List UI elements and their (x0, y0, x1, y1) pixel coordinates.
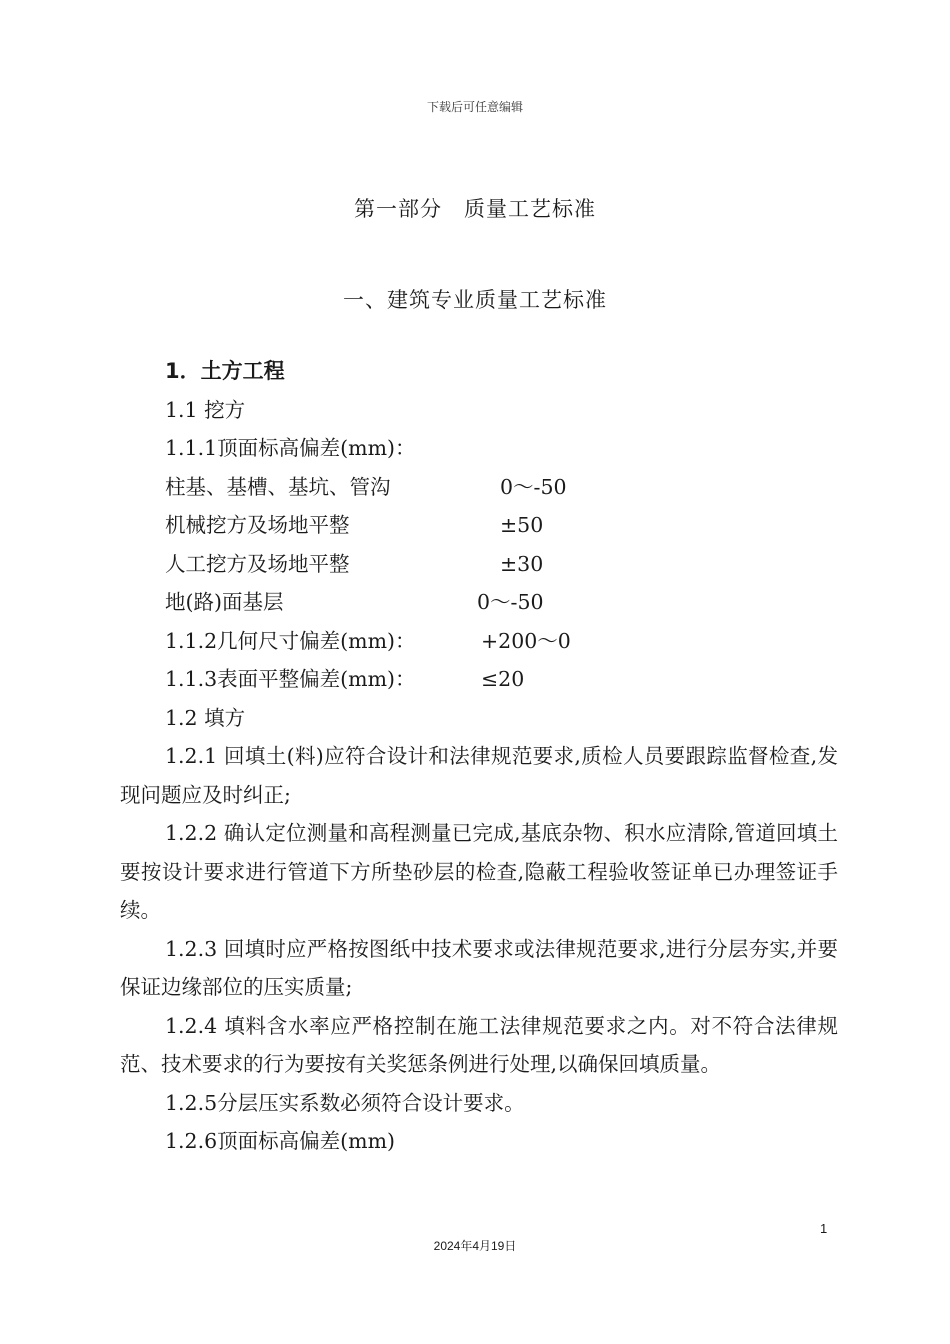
tolerance-value: 0～-50 (477, 590, 544, 614)
section-heading: 1．土方工程 (165, 359, 285, 383)
tolerance-row (120, 468, 838, 507)
fill-paragraph: 1.2.4 填料含水率应严格控制在施工法律规范要求之内。对不符合法律规范、技术要求的行为要按有关奖惩条例进行处理,以确保回填质量。 (120, 1013, 838, 1076)
fill-paragraph: 1.2.2 确认定位测量和高程测量已完成,基底杂物、积水应清除,管道回填土要按设计要求进行管道下方所垫砂层的检查,隐蔽工程验收签证单已办理签证手续。 (120, 821, 838, 922)
page-header: 下载后可任意编辑 (426, 100, 523, 114)
tolerance-value: +200～0 (481, 628, 571, 653)
fill-paragraph: 1.2.6顶面标高偏差(mm) (165, 1129, 396, 1153)
page-number: 1 (820, 1221, 828, 1236)
tolerance-row (120, 545, 838, 584)
tolerance-row (120, 506, 838, 545)
tolerance-row (120, 583, 838, 622)
tolerance-label: 人工挖方及场地平整 (165, 551, 350, 576)
tolerance-label: 机械挖方及场地平整 (165, 513, 350, 537)
tolerance-label: 1.1.2几何尺寸偏差(mm)： (165, 628, 416, 653)
footer-date: 2024年4月19日 (433, 1239, 517, 1253)
tolerance-row (120, 660, 838, 699)
tolerance-value: 0～-50 (500, 474, 567, 499)
subsection-heading-excavation: 1.1 挖方 (165, 397, 246, 422)
fill-paragraph: 1.2.3 回填时应严格按图纸中技术要求或法律规范要求,进行分层夯实,并要保证边缘部位的压实质量; (120, 936, 838, 999)
tolerance-value: ±50 (500, 513, 544, 537)
tolerance-label: 1.1.3表面平整偏差(mm)： (165, 667, 416, 691)
tolerance-value: ±30 (500, 551, 544, 576)
tolerance-label: 柱基、基槽、基坑、管沟 (165, 474, 391, 499)
tolerance-row (120, 622, 838, 661)
chapter-title: 一、建筑专业质量工艺标准 (343, 288, 607, 312)
fill-paragraph: 1.2.1 回填土(料)应符合设计和法律规范要求,质检人员要跟踪监督检查,发现问题应及时纠正; (120, 744, 838, 807)
fill-paragraph: 1.2.5分层压实系数必须符合设计要求。 (165, 1090, 525, 1115)
document-body (120, 352, 838, 1161)
subsection-heading-fill: 1.2 填方 (165, 705, 246, 730)
tolerance-label: 地(路)面基层 (165, 590, 284, 614)
document-title: 第一部分 质量工艺标准 (354, 197, 596, 221)
top-elevation-label: 1.1.1顶面标高偏差(mm)： (165, 436, 416, 460)
tolerance-value: ≤20 (481, 667, 525, 691)
